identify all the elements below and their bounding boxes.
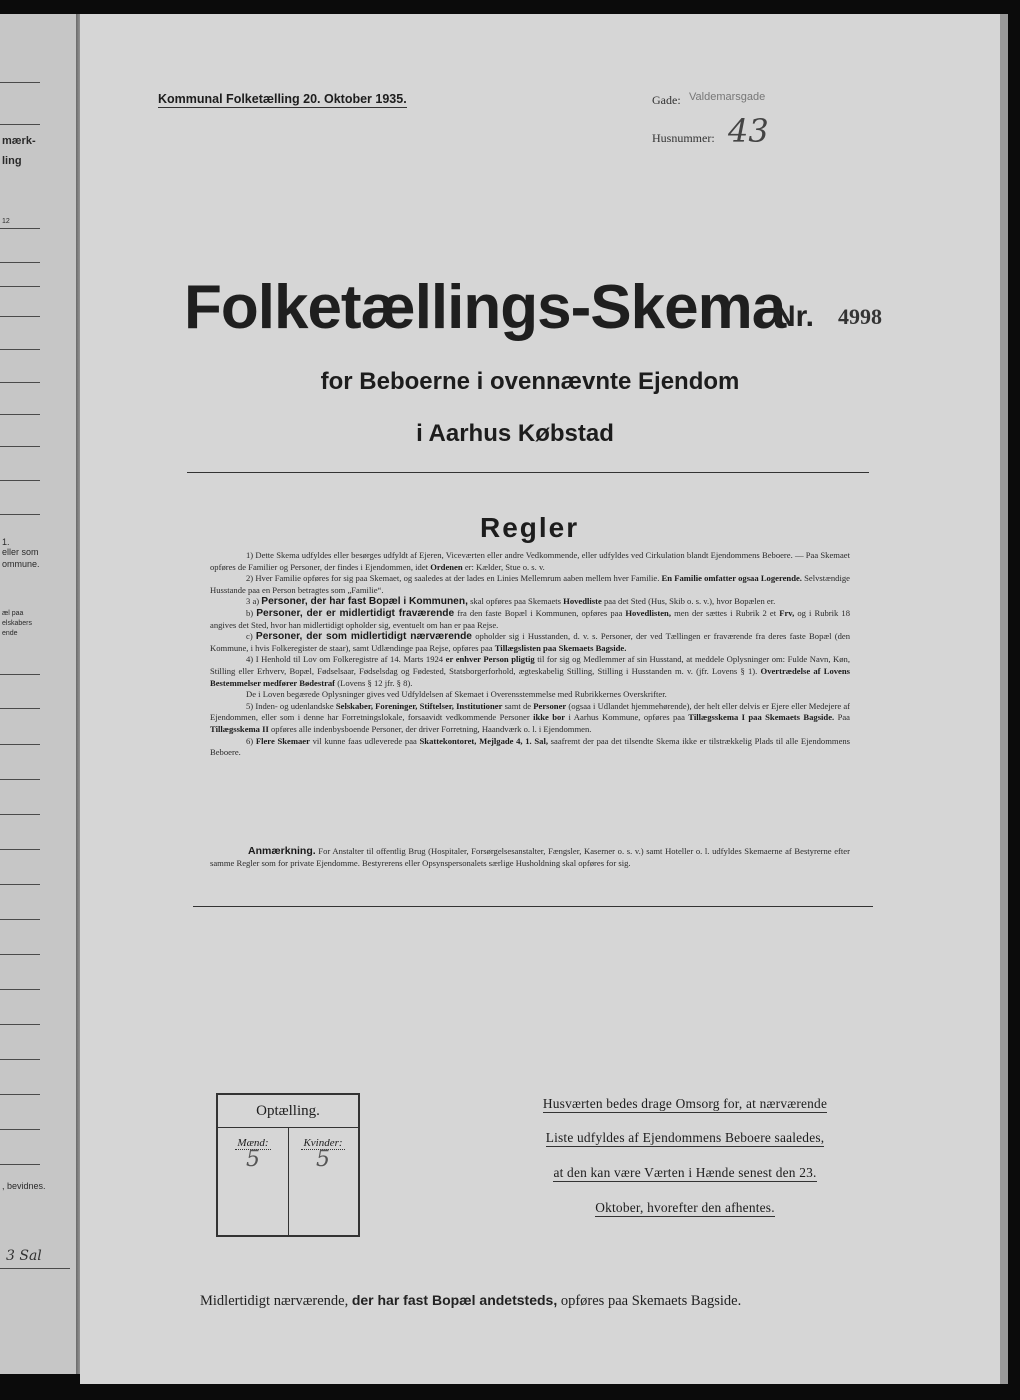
left-fragment: ende <box>2 630 18 637</box>
ruled-line <box>0 1094 40 1095</box>
remark-section <box>210 846 850 869</box>
rule-emphasis: Selskaber, Foreninger, Stiftelser, Institutioner <box>335 700 503 711</box>
rule-emphasis: Ordenen <box>430 561 463 572</box>
rule-text: opholder sig i Husstanden, d. v. s. Personer, der ved Tællingen er fraværende fra deres faste Bopæl (den Kommune, i hvis Folkeregister de staar), samt Udlændinge paa Rejse, opføres paa <box>210 631 851 653</box>
left-fragment: elskabers <box>2 620 32 627</box>
left-fragment: ommune. <box>2 559 40 569</box>
ruled-line <box>0 919 40 920</box>
rule-text: og i Rubrik 18 angives det Sted, hvor han midlertidigt opholder sig, eventuelt om han er paa Rejse. <box>210 607 851 630</box>
rules-text <box>210 550 850 759</box>
women-label-text: Kvinder: <box>303 1137 343 1149</box>
rule-text: men der sættes i Rubrik 2 et <box>674 607 777 618</box>
rule-highlight: Personer, der er midlertidigt fraværende <box>256 607 455 619</box>
rule-text: til for sig og Medlemmer af sin Husstand, at meddele Oplysninger om: Fulde Navn, Køn, Stilling eller Erhverv, Bopæl, Fødselsaar, Fødselsdag og Fødested, Statsborgerforhold, ægteskabelig Stilling, Stilling i Husstanden m. v. (jfr. Lovens § 1). <box>210 654 850 676</box>
form-number-label: Nr. <box>774 300 815 333</box>
rule-text: i Aarhus Kommune, opføres paa <box>568 712 685 723</box>
ruled-line <box>0 989 40 990</box>
rule-text: (ogsaa i Udlandet hjemmehørende), der helt eller delvis er Ejere eller Medejere af Ejendommen, eller som i denne har Forretningslokale, forsaavidt vedkommende Personer <box>210 700 851 723</box>
form-title: Folketællings-Skema <box>184 273 786 342</box>
landlord-notice-line <box>520 1130 850 1146</box>
street-label: Gade: <box>652 93 681 107</box>
ruled-line <box>0 414 40 415</box>
rule-text: fra den faste Bopæl i Kommunen, opføres paa <box>457 607 623 618</box>
left-fragment: æl paa <box>2 610 24 617</box>
rule-text: De i Loven begærede Oplysninger gives ved Udfyldelsen af Skemaet i Overensstemmelse med Rubrikkernes Overskrifter. <box>246 689 667 700</box>
page-edge <box>1000 14 1008 1384</box>
rule-text: c) <box>246 631 253 642</box>
divider-rule <box>193 906 873 907</box>
left-fragment: eller som <box>2 547 39 557</box>
ruled-line <box>0 674 40 675</box>
footer-emphasis: der har fast Bopæl andetsteds, <box>351 1292 558 1308</box>
rule-emphasis: Tillægslisten paa Skemaets Bagside. <box>494 642 627 653</box>
ruled-line <box>0 82 40 83</box>
rule-text: 4) I Henhold til Lov om Folkeregistre af 14. Marts 1924 <box>246 654 444 665</box>
remark-text: For Anstalter til offentlig Brug (Hospitaler, Forsørgelsesanstalter, Fængsler, Kaserner o. s. v.) samt Hoteller o. l. udfyldes Skemaerne af Bestyrerne efter samme Regler som for private Ejendomme. Bestyrerens eller Opsynspersonalets særlige Husholdning skal opføres for sig. <box>210 846 850 868</box>
ruled-line <box>0 1024 40 1025</box>
ruled-line <box>0 814 40 815</box>
rule-text: paa det Sted (Hus, Skib o. s. v.), hvor Bopælen er. <box>603 596 776 607</box>
ruled-line <box>0 849 40 850</box>
rule-emphasis: En Familie omfatter ogsaa Logerende. <box>661 573 802 584</box>
notice-text: Liste udfyldes af Ejendommens Beboere saaledes, <box>545 1130 825 1145</box>
landlord-notice-line <box>520 1200 850 1216</box>
rule-emphasis: Skattekontoret, Mejlgade 4, 1. Sal, <box>419 735 548 746</box>
ruled-line <box>0 1059 40 1060</box>
left-fragment: ling <box>2 155 22 167</box>
footer-instruction <box>200 1292 870 1310</box>
rule-text: vil kunne faas udleverede paa <box>312 735 417 746</box>
ruled-line <box>0 884 40 885</box>
divider-rule <box>187 472 869 473</box>
street-value: Valdemarsgade <box>689 91 766 103</box>
rule-emphasis: Hovedliste <box>563 596 602 607</box>
ruled-line <box>0 954 40 955</box>
ruled-line <box>0 228 40 229</box>
rule-4-note <box>210 689 850 701</box>
rule-6 <box>210 736 850 759</box>
men-count-value: 5 <box>246 1147 260 1172</box>
notice-text: Oktober, hvorefter den afhentes. <box>595 1200 775 1215</box>
count-box-title: Optælling. <box>256 1103 320 1119</box>
handwritten-note: 3 Sal <box>6 1248 42 1264</box>
ruled-line <box>0 262 40 263</box>
rule-emphasis: Flere Skemaer <box>255 735 310 746</box>
rule-emphasis: Frv, <box>779 607 795 618</box>
rule-3b <box>210 608 850 631</box>
left-fragment: 1. <box>2 537 10 547</box>
rule-4 <box>210 654 850 689</box>
rule-emphasis: ikke bor <box>533 712 566 723</box>
rule-emphasis: Tillægsskema I paa Skemaets Bagside. <box>688 712 835 723</box>
rule-3c <box>210 631 850 654</box>
landlord-notice-line <box>520 1096 850 1112</box>
form-subtitle: for Beboerne i ovennævnte Ejendom <box>320 368 740 395</box>
rule-text: (Lovens § 12 jfr. § 8). <box>337 677 413 688</box>
ruled-line <box>0 1164 40 1165</box>
ruled-line <box>0 124 40 125</box>
ruled-line <box>0 744 40 745</box>
notice-text: at den kan være Værten i Hænde senest den 23. <box>553 1165 817 1180</box>
ruled-line <box>0 480 40 481</box>
rule-emphasis: er enhver Person pligtig <box>445 654 535 665</box>
rule-text: Selvstændige Husstande paa en Person betragtes som „Familie“. <box>210 573 850 595</box>
ruled-line <box>0 1268 70 1269</box>
ruled-line <box>0 1129 40 1130</box>
house-number-value: 43 <box>728 112 769 150</box>
left-fragment: 12 <box>2 218 10 225</box>
form-number-value: 4998 <box>838 304 882 329</box>
notice-text: Husværten bedes drage Omsorg for, at nærværende <box>542 1096 828 1111</box>
ruled-line <box>0 316 40 317</box>
rule-emphasis: Hovedlisten, <box>625 607 671 618</box>
rule-text: opføres alle indenbysboende Personer, der driver Forretning, Haandværk o. l. i Ejendommen. <box>270 723 592 734</box>
census-header-title: Kommunal Folketælling 20. Oktober 1935. <box>158 92 407 106</box>
rules-heading: Regler <box>480 512 580 543</box>
rule-emphasis: Overtrædelse af Lovens Bestemmelser medfører Bødestraf <box>210 665 850 688</box>
rule-text: 1) Dette Skema udfyldes eller besørges udfyldt af Ejeren, Viceværten eller andre Vedkommende, eller udfyldes ved Cirkulation blandt Ejendommens Beboere. — Paa Skemaet opføres de Familier og Personer, der findes i Ejendommen, idet <box>210 550 850 572</box>
rule-emphasis: Tillægsskema II <box>210 723 269 734</box>
form-subtitle-city: i Aarhus Købstad <box>416 420 614 447</box>
left-fragment: mærk- <box>2 135 36 147</box>
ruled-line <box>0 286 40 287</box>
rule-1 <box>210 550 850 573</box>
rule-text: 3 a) <box>246 596 260 607</box>
rule-text: Paa <box>837 712 850 723</box>
rule-text: samt de <box>504 700 532 711</box>
women-count-value: 5 <box>316 1147 330 1172</box>
rule-text: 5) Inden- og udenlandske <box>246 700 334 711</box>
rule-text: 6) <box>246 735 254 746</box>
footer-text: opføres paa Skemaets Bagside. <box>560 1293 742 1309</box>
rule-5 <box>210 701 850 736</box>
rule-text: er: Kælder, Stue o. s. v. <box>464 561 545 572</box>
house-number-label: Husnummer: <box>652 131 715 145</box>
rule-text: saafremt der paa det tilsendte Skema ikke er tilstrækkelig Plads til alle Ejendommens Beboere. <box>210 735 851 758</box>
ruled-line <box>0 514 40 515</box>
rule-highlight: Personer, der har fast Bopæl i Kommunen, <box>261 596 468 608</box>
men-label-text: Mænd: <box>237 1137 269 1149</box>
rule-text: skal opføres paa Skemaets <box>470 596 561 607</box>
rule-3a <box>210 596 850 608</box>
footer-text: Midlertidigt nærværende, <box>200 1293 349 1309</box>
landlord-notice-line <box>520 1165 850 1181</box>
ruled-line <box>0 779 40 780</box>
remark-label: Anmærkning. <box>248 845 316 857</box>
left-fragment: , bevidnes. <box>2 1181 46 1191</box>
rule-emphasis: Personer <box>533 700 567 711</box>
rule-text: b) <box>246 607 254 618</box>
previous-page-strip <box>0 14 76 1374</box>
rule-2 <box>210 573 850 596</box>
rule-text: 2) Hver Familie opføres for sig paa Skemaet, og saaledes at der lades en Linies Mellemrum aaben mellem hver Familie. <box>246 573 660 584</box>
ruled-line <box>0 708 40 709</box>
ruled-line <box>0 349 40 350</box>
count-box <box>216 1093 360 1237</box>
rule-highlight: Personer, der som midlertidigt nærværende <box>255 631 472 643</box>
